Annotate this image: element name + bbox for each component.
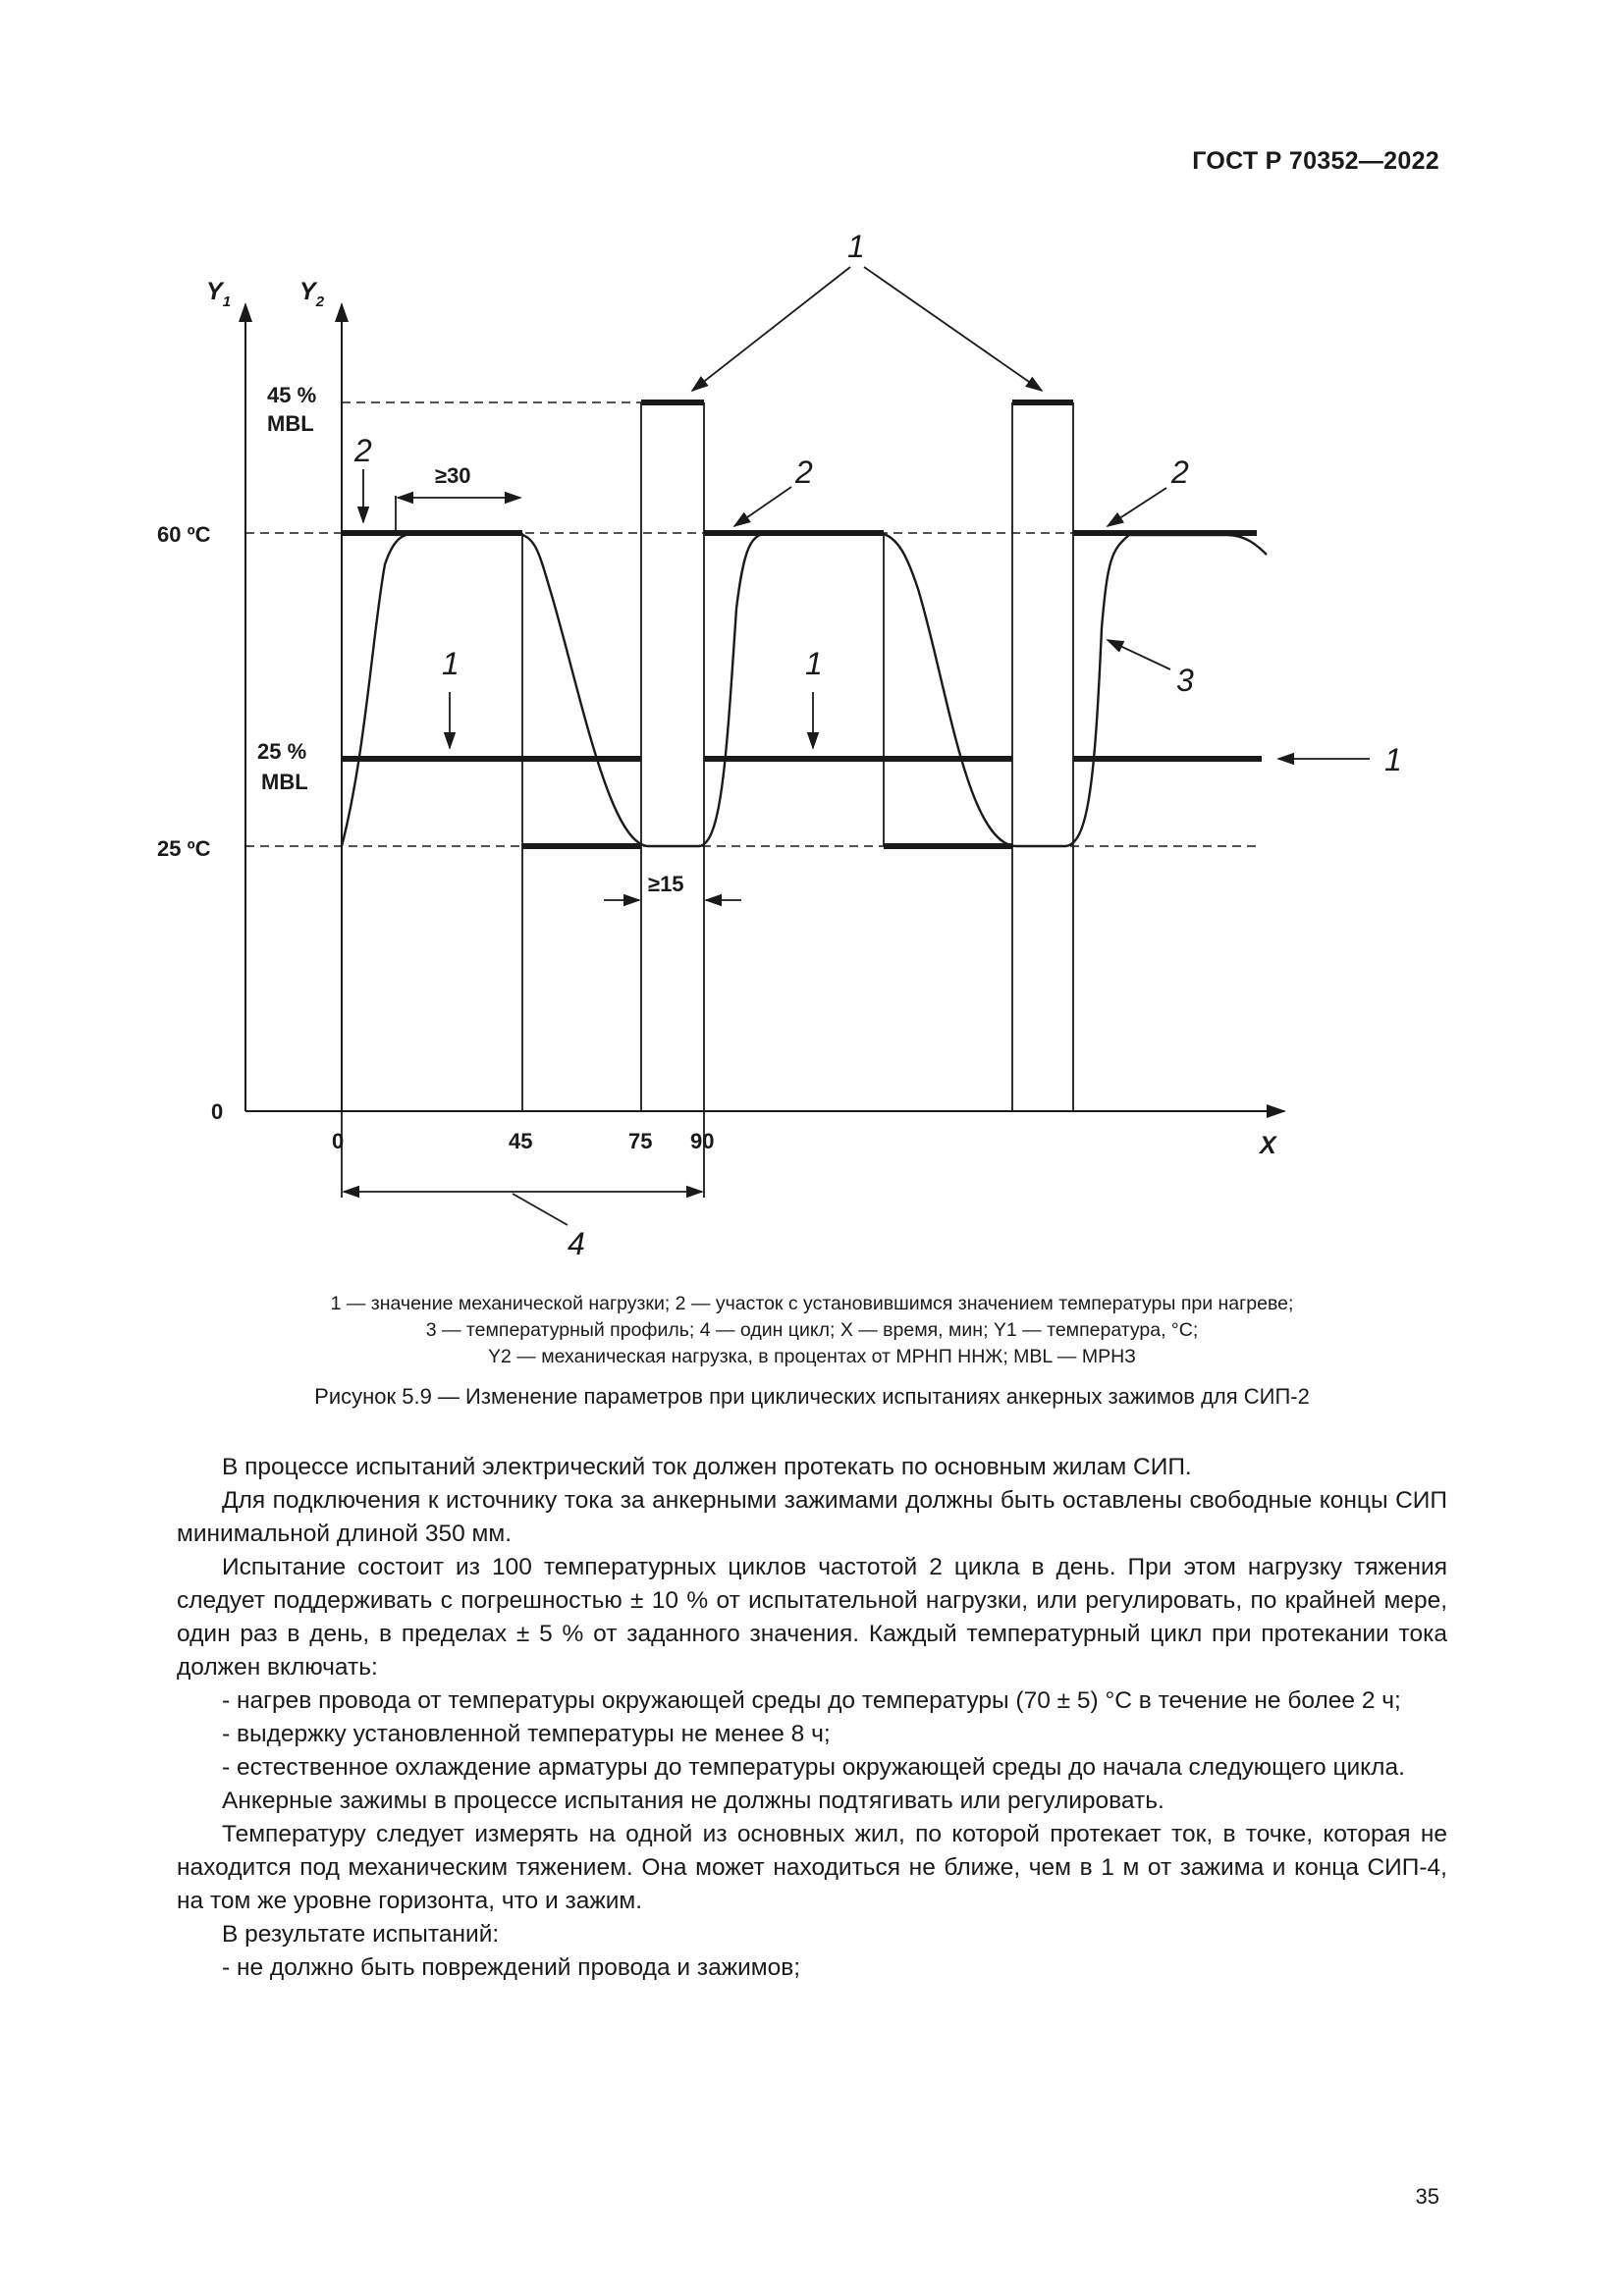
x-tick-90: 90: [690, 1129, 715, 1153]
dimension-pulse-label: ≥15: [648, 872, 684, 896]
dimension-plateau: [396, 496, 520, 533]
y-tick-25c: 25 ºC: [157, 836, 211, 861]
callout-plateau-2-leader: [734, 487, 791, 526]
x-tick-0: 0: [332, 1129, 345, 1153]
callout-cycle: 4: [568, 1226, 585, 1261]
list-item: - не должно быть повреждений провода и зажимов;: [222, 1954, 801, 1981]
callout-plateau-2: 2: [795, 454, 813, 490]
callout-load-top-leaders: [692, 267, 1042, 391]
y-tick-45mbl-line2: MBL: [267, 411, 314, 436]
callout-plateau-3-leader: [1108, 488, 1166, 526]
y-tick-zero: 0: [211, 1099, 224, 1124]
guide-lines: [342, 402, 1073, 1198]
x-tick-75: 75: [628, 1129, 653, 1153]
page-number: 35: [1415, 2184, 1439, 2209]
document-standard-number: ГОСТ Р 70352—2022: [1192, 147, 1439, 175]
callout-profile: 3: [1176, 663, 1194, 698]
reference-lines: [245, 402, 1257, 846]
figure-caption: Рисунок 5.9 — Изменение параметров при циклических испытаниях анкерных зажимов для СИП-2: [314, 1384, 1310, 1409]
y2-axis-label: $Y_2$: [299, 278, 325, 310]
legend-line-1: 1 — значение механической нагрузки; 2 — участок с установившимся значением температуры при нагреве;: [330, 1293, 1294, 1314]
paragraph: В процессе испытаний электрический ток должен протекать по основным жилам СИП.: [222, 1454, 1192, 1480]
figure-legend: [177, 1291, 1447, 1370]
dimension-cycle: [344, 1192, 702, 1225]
callout-load-right: 1: [1384, 742, 1402, 777]
temperature-profile-curve: [342, 533, 1267, 846]
axes: [245, 304, 1284, 1111]
temperature-plateaus: [342, 533, 1257, 846]
y-tick-25mbl-line2: MBL: [261, 770, 308, 794]
callout-profile-leader: [1108, 640, 1170, 669]
y-tick-25mbl-line1: 25 %: [257, 739, 307, 764]
list-item: - выдержку установленной температуры не менее 8 ч;: [222, 1721, 831, 1747]
y-tick-60c: 60 ºC: [157, 522, 211, 547]
x-axis-label: X: [1260, 1132, 1276, 1159]
list-item: - естественное охлаждение арматуры до температуры окружающей среды до начала следующего цикла.: [222, 1754, 1405, 1781]
paragraph: Испытание состоит из 100 температурных циклов частотой 2 цикла в день. При этом нагрузку тяжения следует поддерживать с погрешностью ± 10 % от испытательной нагрузки, или регулировать, по крайней мере, один раз в день, в пределах ± 5 % от заданного значения. Каждый температурный цикл при протекании тока должен включать:: [177, 1554, 1447, 1681]
callout-load-25-2: 1: [805, 646, 823, 681]
y1-axis-label: $Y_1$: [206, 278, 232, 310]
callout-load-top: 1: [847, 229, 865, 264]
x-tick-45: 45: [509, 1129, 533, 1153]
paragraph: Температуру следует измерять на одной из основных жил, по которой протекает ток, в точке, которая не находится под механическим тяжением. Она может находиться не ближе, чем в 1 м от зажима и конца СИП-4, на том же уровне горизонта, что и зажим.: [177, 1821, 1447, 1914]
legend-line-3: Y2 — механическая нагрузка, в процентах от МРНП ННЖ; MBL — МРНЗ: [488, 1346, 1136, 1367]
paragraph: Анкерные зажимы в процессе испытания не должны подтягивать или регулировать.: [222, 1788, 1164, 1814]
list-item: - нагрев провода от температуры окружающей среды до температуры (70 ± 5) °С в течение не более 2 ч;: [222, 1687, 1401, 1714]
paragraph: Для подключения к источнику тока за анкерными зажимами должны быть оставлены свободные концы СИП минимальной длиной 350 мм.: [177, 1487, 1447, 1547]
callout-load-25-1: 1: [442, 646, 460, 681]
dimension-plateau-label: ≥30: [435, 463, 471, 488]
callout-plateau-1: 2: [354, 433, 372, 468]
callout-plateau-3: 2: [1171, 454, 1189, 490]
body-text: [177, 1451, 1447, 1985]
legend-line-2: 3 — температурный профиль; 4 — один цикл; X — время, мин; Y1 — температура, °С;: [425, 1319, 1199, 1341]
y-tick-45mbl-line1: 45 %: [267, 383, 317, 407]
paragraph: В результате испытаний:: [222, 1921, 500, 1948]
